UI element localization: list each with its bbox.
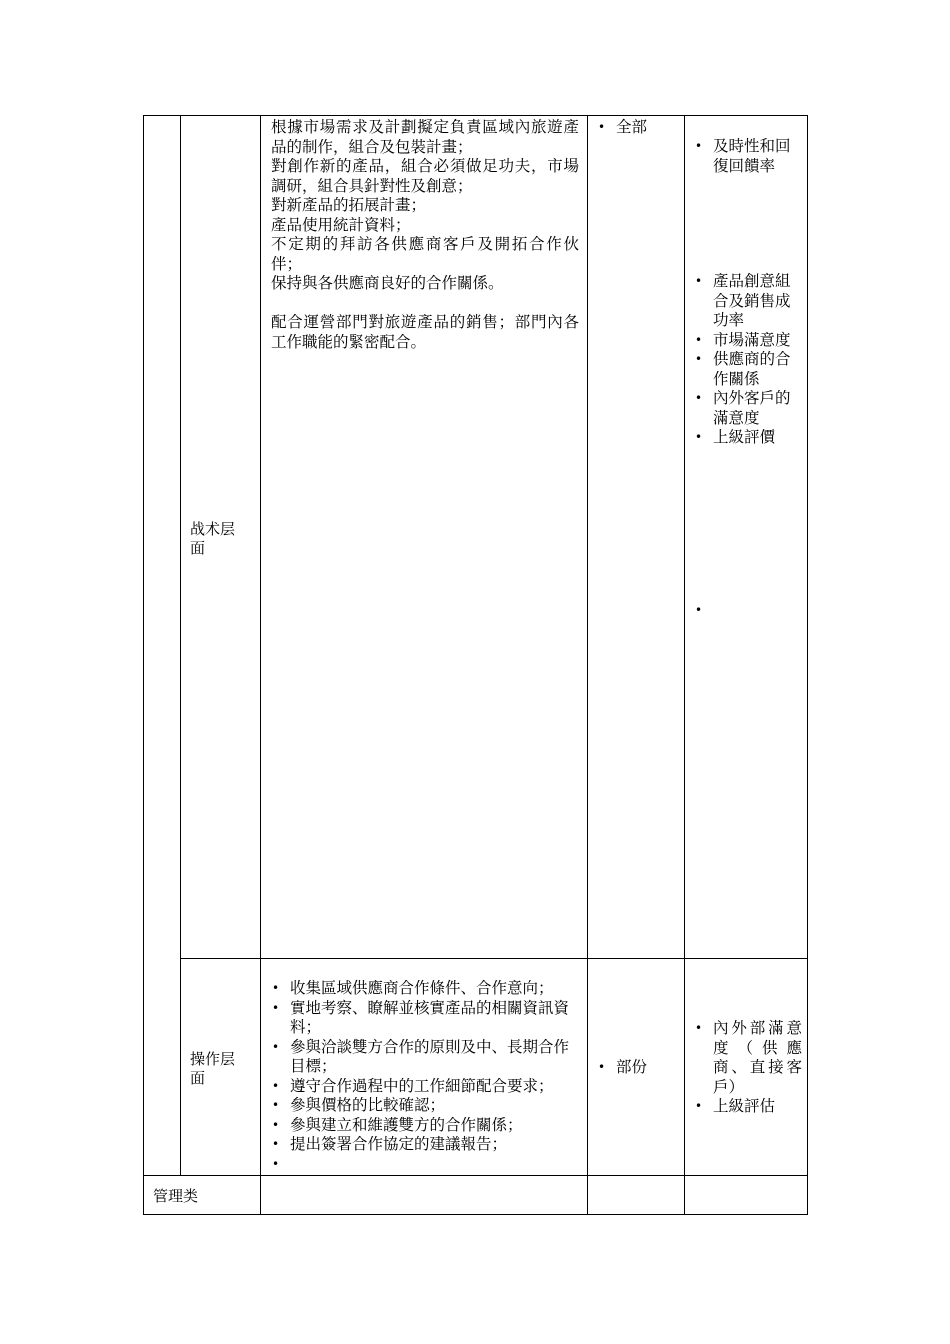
duty-paragraph: 配合運營部門對旅遊產品的銷售；部門內各工作職能的緊密配合。 [271, 313, 579, 351]
kpi-list [694, 1019, 802, 1117]
kpi-item: • 內外客戶的滿意度 [694, 389, 802, 428]
column-divider-scope [684, 115, 685, 1215]
duty-paragraph: 保持與各供應商良好的合作關係。 [271, 274, 504, 292]
tactical-kpi-cell-2 [694, 272, 802, 448]
duty-paragraph: 產品使用統計資料； [271, 215, 411, 234]
operational-scope-cell [597, 1058, 681, 1078]
duties-list [271, 979, 579, 1174]
kpi-list [694, 272, 802, 448]
column-divider-category [180, 115, 181, 1175]
column-divider-duties [587, 115, 588, 1215]
operational-kpi-cell [694, 1019, 802, 1117]
kpi-item: • 內外部滿意度（供應商、直接客戶） [694, 1019, 802, 1097]
scope-list [597, 1058, 681, 1078]
management-category-label: 管理类 [153, 1187, 199, 1205]
operational-label-line: 操作层 [190, 1050, 236, 1068]
table-border-left [143, 115, 144, 1215]
tactical-label-line: 战术层 [190, 520, 236, 538]
duty-item: • 收集區域供應商合作條件、合作意向； [271, 979, 579, 999]
duty-paragraph: 根據市場需求及計劃擬定負責區域內旅遊產品的制作，組合及包裝計畫； [271, 118, 579, 156]
row-divider-management [143, 1175, 808, 1176]
duty-paragraph: 對新產品的拓展計畫； [271, 196, 427, 214]
tactical-kpi-cell-3 [694, 601, 802, 621]
table-border-bottom [143, 1214, 808, 1215]
tactical-scope-cell [597, 118, 681, 138]
kpi-list [694, 601, 802, 621]
duty-item: • 提出簽署合作協定的建議報告； [271, 1135, 579, 1155]
kpi-item: • 及時性和回復回饋率 [694, 137, 802, 176]
duty-paragraph: 不定期的拜訪各供應商客戶及開拓合作伙伴； [271, 235, 579, 273]
tactical-duties-cell [271, 118, 579, 352]
table-border-right [807, 115, 808, 1215]
operational-duties-cell [271, 979, 579, 1174]
row-divider-tactical-operational [180, 958, 808, 959]
table-border-top [143, 115, 808, 116]
duty-blank-line [271, 294, 579, 314]
tactical-level-label [190, 520, 254, 558]
kpi-item-empty [694, 601, 802, 621]
duty-item-empty [271, 1155, 579, 1175]
operational-level-label [190, 1050, 254, 1088]
scope-list [597, 118, 681, 138]
duty-item: • 遵守合作過程中的工作細節配合要求； [271, 1077, 579, 1097]
scope-item: • 全部 [597, 118, 681, 138]
duty-item: • 實地考察、瞭解並核實產品的相關資訊資料； [271, 999, 579, 1038]
duty-item: • 參與洽談雙方合作的原則及中、長期合作目標； [271, 1038, 579, 1077]
duty-item: • 參與建立和維護雙方的合作關係； [271, 1116, 579, 1136]
tactical-label-line: 面 [190, 539, 206, 557]
kpi-item: • 市場滿意度 [694, 331, 802, 351]
tactical-kpi-cell-1 [694, 137, 802, 176]
kpi-item: • 上級評估 [694, 1097, 802, 1117]
kpi-list [694, 137, 802, 176]
duty-item: • 參與價格的比較確認； [271, 1096, 579, 1116]
duty-paragraph: 對創作新的產品，組合必須做足功夫，市場調研，組合具針對性及創意； [271, 157, 579, 195]
column-divider-level [260, 115, 261, 1215]
kpi-item: • 上級評價 [694, 428, 802, 448]
operational-label-line: 面 [190, 1069, 206, 1087]
kpi-item: • 產品創意組合及銷售成功率 [694, 272, 802, 331]
scope-item: • 部份 [597, 1058, 681, 1078]
kpi-item: • 供應商的合作關係 [694, 350, 802, 389]
